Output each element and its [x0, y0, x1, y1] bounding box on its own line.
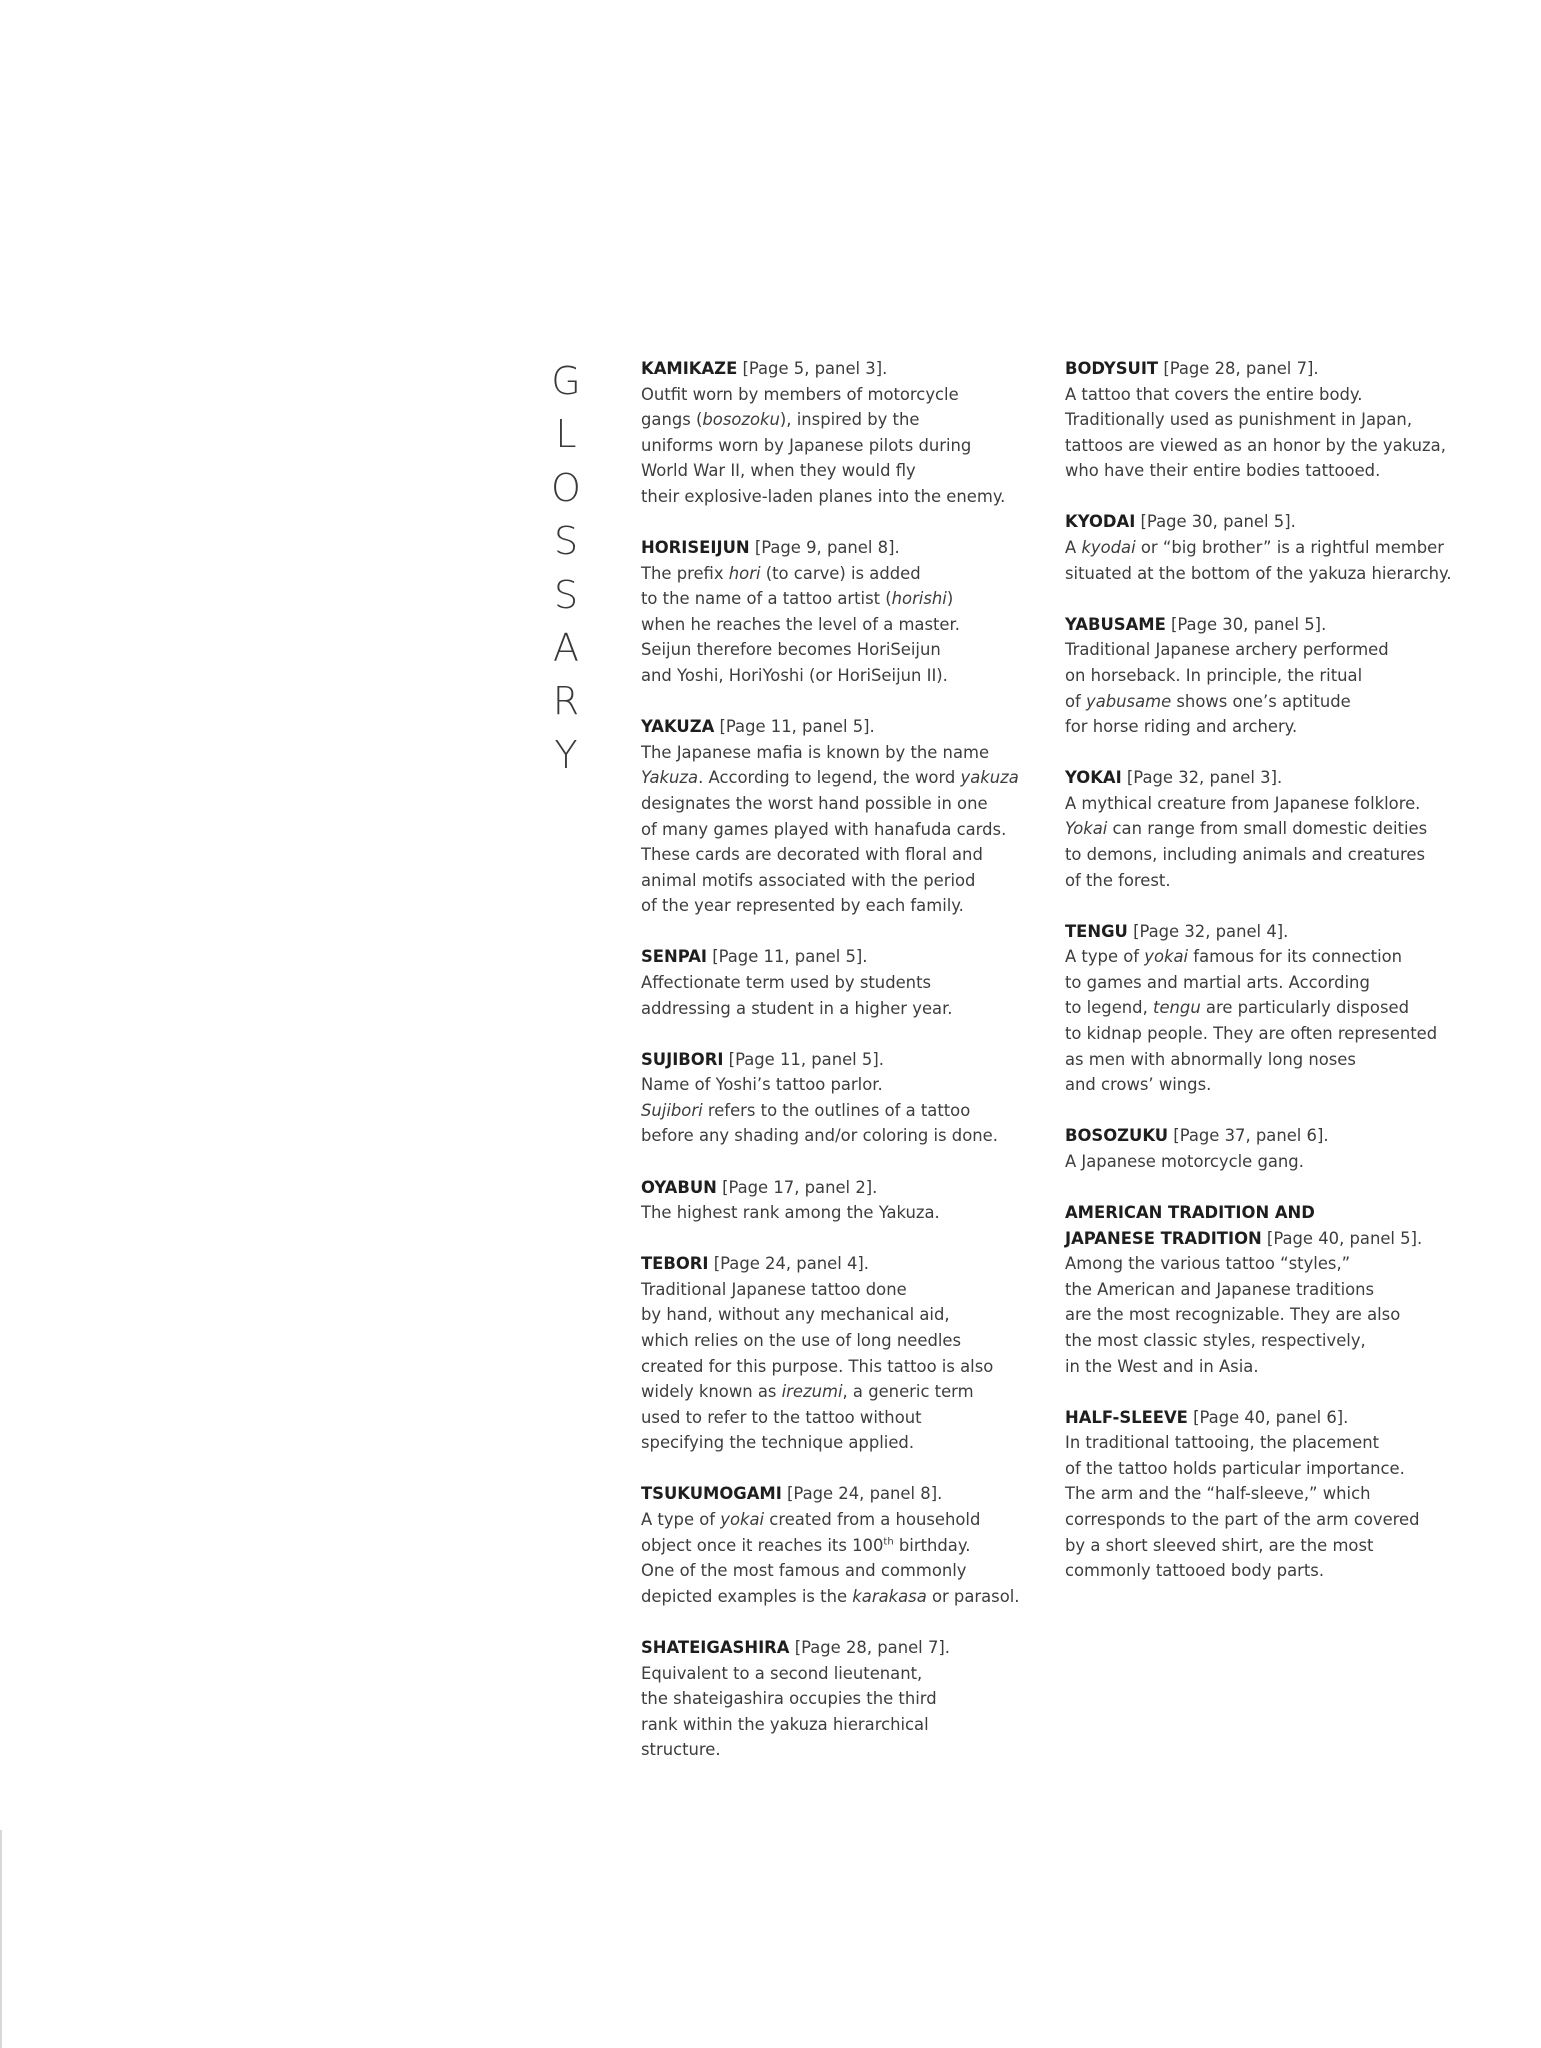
page-edge-divider	[0, 1830, 2, 2048]
entry-line: A Japanese motorcycle gang.	[1065, 1151, 1304, 1171]
entry-term: BOSOZUKU	[1065, 1126, 1169, 1146]
entry-term: YABUSAME	[1065, 614, 1166, 634]
entry-line: to games and martial arts. According	[1065, 972, 1370, 992]
entry-line: widely known as irezumi, a generic term	[641, 1382, 974, 1402]
glossary-entry-yokai	[1065, 765, 1505, 893]
entry-line: for horse riding and archery.	[1065, 717, 1298, 737]
entry-line: Among the various tattoo “styles,”	[1065, 1254, 1351, 1274]
entry-line: and crows’ wings.	[1065, 1075, 1212, 1095]
entry-line: corresponds to the part of the arm covered	[1065, 1510, 1420, 1530]
glossary-right-column	[1065, 356, 1505, 1609]
glossary-entry-tengu	[1065, 919, 1505, 1098]
entry-line: Sujibori refers to the outlines of a tattoo	[641, 1100, 971, 1120]
entry-page-ref: [Page 24, panel 4].	[708, 1254, 870, 1274]
title-letter: S	[553, 519, 579, 564]
entry-line: of the forest.	[1065, 870, 1171, 890]
entry-line: Traditionally used as punishment in Japan,	[1065, 410, 1413, 430]
entry-heading	[641, 1635, 1081, 1661]
entry-term: TSUKUMOGAMI	[641, 1484, 782, 1504]
entry-line: A type of yokai created from a household	[641, 1510, 981, 1530]
glossary-entry-bodysuit	[1065, 356, 1505, 484]
entry-line: of the tattoo holds particular importance.	[1065, 1458, 1405, 1478]
entry-line: The Japanese mafia is known by the name	[641, 742, 990, 762]
entry-line: by a short sleeved shirt, are the most	[1065, 1535, 1374, 1555]
entry-heading	[1065, 356, 1505, 382]
glossary-left-column	[641, 356, 1081, 1788]
entry-line: who have their entire bodies tattooed.	[1065, 461, 1381, 481]
entry-line: Outfit worn by members of motorcycle	[641, 384, 959, 404]
entry-line: created for this purpose. This tattoo is also	[641, 1356, 994, 1376]
entry-line: of many games played with hanafuda cards.	[641, 819, 1007, 839]
entry-term: TENGU	[1065, 921, 1128, 941]
entry-page-ref: [Page 28, panel 7].	[1158, 359, 1319, 378]
entry-term: AMERICAN TRADITION AND	[1065, 1203, 1315, 1223]
glossary-entry-shateigashira	[641, 1635, 1081, 1763]
entry-line: Yakuza. According to legend, the word yakuza	[641, 768, 1019, 788]
entry-line: object once it reaches its 100th birthday.	[641, 1535, 971, 1555]
entry-line: depicted examples is the karakasa or parasol.	[641, 1586, 1020, 1606]
entry-page-ref: [Page 11, panel 5].	[707, 947, 868, 967]
entry-line: by hand, without any mechanical aid,	[641, 1305, 950, 1325]
entry-line: The arm and the “half-sleeve,” which	[1065, 1484, 1371, 1504]
entry-line: A kyodai or “big brother” is a rightful member	[1065, 538, 1444, 558]
entry-line: World War II, when they would fly	[641, 461, 916, 481]
title-letter: L	[555, 412, 577, 457]
entry-term: YOKAI	[1065, 768, 1122, 788]
entry-page-ref: [Page 40, panel 5].	[1261, 1228, 1423, 1248]
entry-line: as men with abnormally long noses	[1065, 1049, 1356, 1069]
entry-heading	[1065, 1226, 1505, 1252]
entry-page-ref: [Page 11, panel 5].	[714, 717, 875, 737]
entry-line: gangs (bosozoku), inspired by the	[641, 410, 920, 430]
entry-term: HALF-SLEEVE	[1065, 1407, 1188, 1427]
entry-line: of the year represented by each family.	[641, 896, 964, 916]
glossary-entry-half-sleeve	[1065, 1405, 1505, 1584]
glossary-vertical-title	[546, 355, 586, 782]
entry-heading-line	[1065, 1200, 1505, 1226]
entry-heading	[641, 944, 1081, 970]
entry-page-ref: [Page 30, panel 5].	[1135, 512, 1296, 532]
entry-heading	[641, 356, 1081, 382]
entry-page-ref: [Page 32, panel 3].	[1121, 768, 1283, 788]
glossary-entry-bosozuku	[1065, 1123, 1505, 1174]
glossary-entry-kyodai	[1065, 509, 1505, 586]
entry-heading	[641, 1251, 1081, 1277]
entry-heading	[1065, 1123, 1505, 1149]
entry-heading	[641, 535, 1081, 561]
entry-line: Traditional Japanese archery performed	[1065, 640, 1389, 660]
glossary-entry-tsukumogami	[641, 1481, 1081, 1609]
glossary-entry-oyabun	[641, 1175, 1081, 1226]
entry-page-ref: [Page 40, panel 6].	[1187, 1407, 1349, 1427]
entry-line: uniforms worn by Japanese pilots during	[641, 435, 972, 455]
entry-heading	[1065, 1405, 1505, 1431]
entry-term: KAMIKAZE	[641, 359, 738, 378]
entry-heading	[641, 1047, 1081, 1073]
entry-line: A tattoo that covers the entire body.	[1065, 384, 1363, 404]
entry-line: designates the worst hand possible in one	[641, 793, 988, 813]
entry-page-ref: [Page 11, panel 5].	[723, 1049, 884, 1069]
glossary-entry-sujibori	[641, 1047, 1081, 1149]
entry-line: Equivalent to a second lieutenant,	[641, 1663, 923, 1683]
title-letter: Y	[554, 732, 578, 777]
glossary-entry-tebori	[641, 1251, 1081, 1456]
entry-term: TEBORI	[641, 1254, 709, 1274]
entry-term: BODYSUIT	[1065, 359, 1159, 378]
entry-line: situated at the bottom of the yakuza hierarchy.	[1065, 563, 1452, 583]
entry-line: Yokai can range from small domestic deities	[1065, 819, 1428, 839]
entry-page-ref: [Page 30, panel 5].	[1165, 614, 1327, 634]
entry-line: A type of yokai famous for its connection	[1065, 947, 1403, 967]
title-letter: G	[551, 359, 581, 403]
entry-page-ref: [Page 5, panel 3].	[737, 359, 888, 378]
entry-line: which relies on the use of long needles	[641, 1331, 962, 1350]
entry-line: The highest rank among the Yakuza.	[641, 1203, 940, 1223]
entry-line: used to refer to the tattoo without	[641, 1407, 922, 1427]
entry-term: JAPANESE TRADITION	[1065, 1228, 1262, 1248]
entry-heading	[1065, 509, 1505, 535]
title-letter: O	[551, 465, 581, 510]
entry-line: rank within the yakuza hierarchical	[641, 1714, 929, 1734]
entry-line: to the name of a tattoo artist (horishi)	[641, 589, 954, 609]
entry-line: are the most recognizable. They are also	[1065, 1305, 1401, 1325]
entry-line: Traditional Japanese tattoo done	[641, 1279, 907, 1299]
entry-line: on horseback. In principle, the ritual	[1065, 665, 1363, 685]
title-letter: R	[552, 679, 580, 724]
entry-line: tattoos are viewed as an honor by the yakuza,	[1065, 435, 1446, 455]
entry-line: and Yoshi, HoriYoshi (or HoriSeijun II).	[641, 666, 948, 686]
entry-page-ref: [Page 37, panel 6].	[1168, 1126, 1329, 1146]
entry-line: in the West and in Asia.	[1065, 1356, 1259, 1376]
entry-line: The prefix hori (to carve) is added	[641, 563, 921, 583]
entry-line: structure.	[641, 1740, 721, 1760]
entry-line: their explosive-laden planes into the enemy.	[641, 486, 1006, 506]
entry-line: Name of Yoshi’s tattoo parlor.	[641, 1075, 883, 1095]
entry-line: to kidnap people. They are often represented	[1065, 1024, 1438, 1044]
entry-term: KYODAI	[1065, 512, 1136, 532]
entry-term: SUJIBORI	[641, 1049, 724, 1069]
glossary-entry-horiseijun	[641, 535, 1081, 689]
glossary-entry-yakuza	[641, 714, 1081, 919]
entry-term: HORISEIJUN	[641, 538, 750, 558]
entry-heading	[641, 714, 1081, 740]
entry-line: the most classic styles, respectively,	[1065, 1331, 1366, 1350]
title-letter: A	[553, 625, 579, 670]
entry-line: These cards are decorated with floral and	[641, 845, 983, 865]
entry-line: the shateigashira occupies the third	[641, 1689, 937, 1709]
title-letter: S	[553, 572, 579, 617]
entry-line: A mythical creature from Japanese folklore.	[1065, 793, 1421, 813]
glossary-entry-american-japanese-tradition	[1065, 1200, 1505, 1379]
entry-page-ref: [Page 28, panel 7].	[789, 1637, 950, 1657]
glossary-entry-kamikaze	[641, 356, 1081, 510]
entry-line: Affectionate term used by students	[641, 972, 932, 992]
entry-heading	[641, 1481, 1081, 1507]
entry-line: to demons, including animals and creatures	[1065, 845, 1426, 864]
entry-page-ref: [Page 9, panel 8].	[749, 538, 900, 558]
entry-heading	[1065, 765, 1505, 791]
entry-term: SENPAI	[641, 947, 708, 967]
entry-heading	[641, 1175, 1081, 1201]
entry-term: YAKUZA	[641, 717, 715, 737]
entry-page-ref: [Page 32, panel 4].	[1127, 921, 1289, 941]
glossary-entry-senpai	[641, 944, 1081, 1021]
entry-line: before any shading and/or coloring is done.	[641, 1126, 998, 1146]
entry-line: when he reaches the level of a master.	[641, 614, 960, 634]
entry-page-ref: [Page 24, panel 8].	[781, 1484, 943, 1504]
entry-line: One of the most famous and commonly	[641, 1561, 967, 1581]
entry-line: addressing a student in a higher year.	[641, 998, 953, 1018]
entry-line: the American and Japanese traditions	[1065, 1279, 1375, 1299]
entry-heading	[1065, 612, 1505, 638]
entry-line: specifying the technique applied.	[641, 1433, 915, 1453]
entry-line: animal motifs associated with the period	[641, 870, 976, 890]
entry-line: of yabusame shows one’s aptitude	[1065, 691, 1351, 711]
entry-line: Seijun therefore becomes HoriSeijun	[641, 640, 941, 660]
entry-term: SHATEIGASHIRA	[641, 1637, 790, 1657]
entry-line: commonly tattooed body parts.	[1065, 1561, 1325, 1581]
entry-term: OYABUN	[641, 1177, 717, 1197]
entry-line: to legend, tengu are particularly disposed	[1065, 998, 1409, 1018]
entry-heading	[1065, 919, 1505, 945]
entry-line: In traditional tattooing, the placement	[1065, 1433, 1380, 1453]
glossary-entry-yabusame	[1065, 612, 1505, 740]
entry-page-ref: [Page 17, panel 2].	[716, 1177, 878, 1197]
